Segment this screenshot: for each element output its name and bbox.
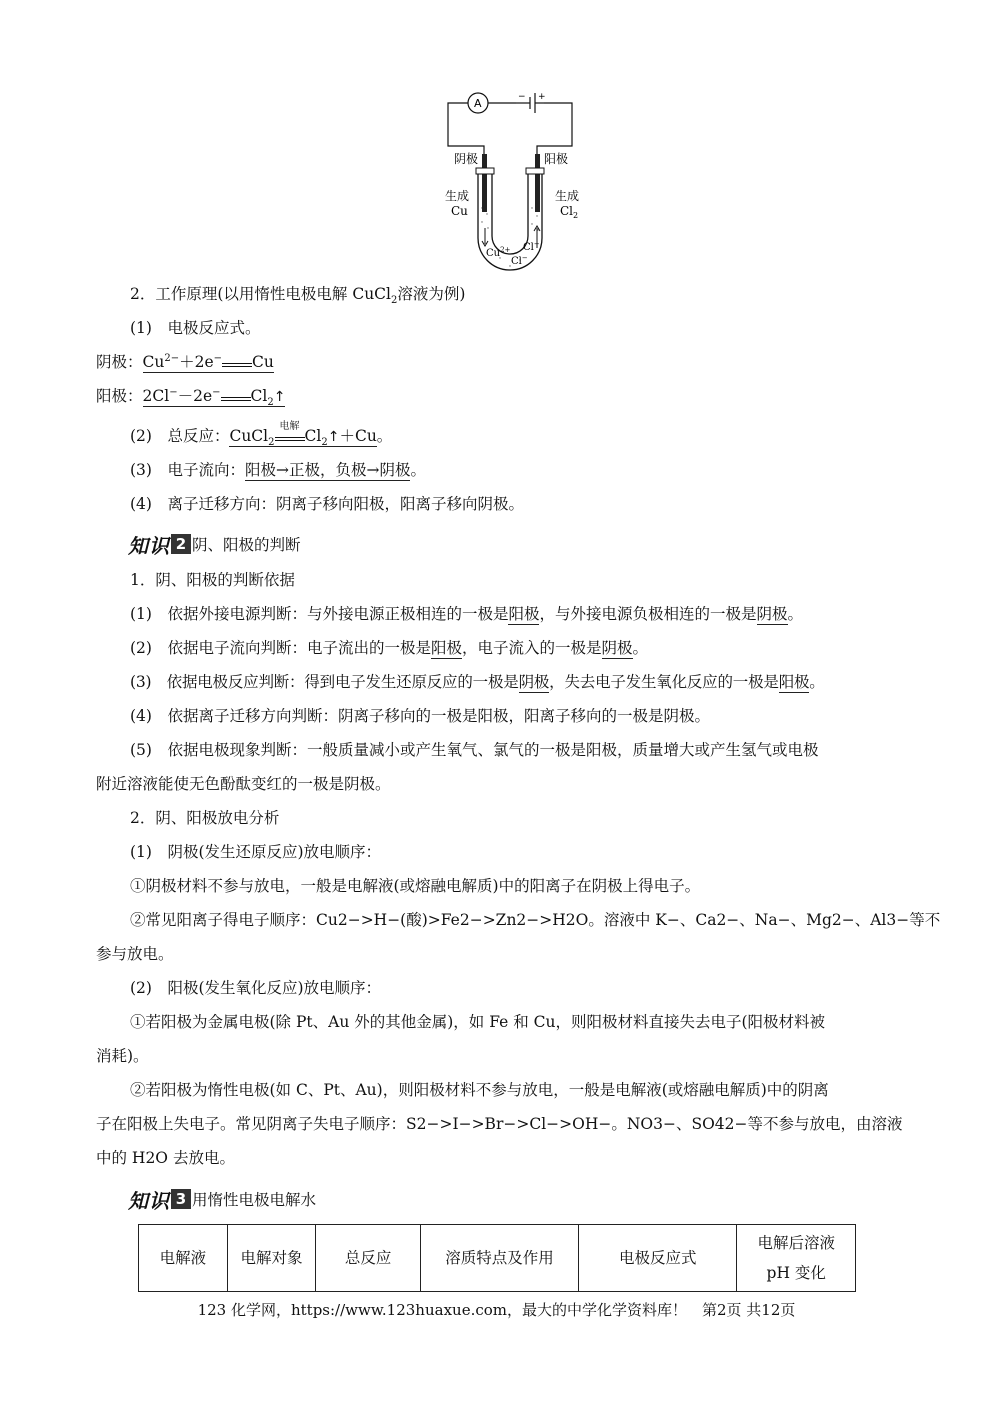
electron-flow: (3) 电子流向：阳极→正极，负极→阴极。 bbox=[130, 461, 426, 479]
ion-migration: (4) 离子迁移方向：阴离子移向阳极，阳离子移向阴极。 bbox=[130, 495, 524, 513]
right-product-label: 生成 bbox=[555, 189, 580, 203]
knowledge-3-heading: 知识 3 用惰性电极电解水 bbox=[128, 1188, 317, 1213]
ammeter-label: A bbox=[474, 97, 482, 110]
svg-text:−: − bbox=[518, 92, 526, 102]
right-product-sub: 2 bbox=[573, 211, 579, 220]
cathode-order-title: (1) 阴极(发生还原反应)放电顺序： bbox=[130, 843, 382, 861]
table-header: 溶质特点及作用 bbox=[420, 1225, 578, 1292]
table-header: 总反应 bbox=[316, 1225, 421, 1292]
ion-cl-charge: − bbox=[521, 254, 528, 262]
k2-h1: 1．阴、阳极的判断依据 bbox=[130, 571, 295, 589]
ion-cu: Cu bbox=[486, 248, 501, 259]
svg-text:Cl−: Cl− bbox=[523, 240, 540, 253]
left-product-formula: Cu bbox=[451, 204, 468, 218]
electrolysis-table bbox=[138, 1224, 856, 1292]
k2-p5: (5) 依据电极现象判断：一般质量减小或产生氧气、氯气的一极是阳极，质量增大或产生氢气或电极 bbox=[130, 741, 819, 759]
table-header-row bbox=[139, 1225, 856, 1292]
anode-equation: 阳极：2Cl−－2e− $Cl_2↑$ bbox=[96, 386, 286, 409]
cathode-equation: 阴极：$Cu^{2-}+2e^-$ Cu bbox=[96, 352, 274, 371]
k2-p2: (2) 依据电子流向判断：电子流出的一极是阳极，电子流入的一极是阴极。 bbox=[130, 639, 649, 657]
table-header: 电极反应式 bbox=[579, 1225, 737, 1292]
cathode-label: 阴极 bbox=[454, 152, 479, 166]
left-product-label: 生成 bbox=[445, 189, 470, 203]
table-header: 电解对象 bbox=[227, 1225, 316, 1292]
svg-text:Cl− bbox=[511, 254, 528, 267]
s2-title: 2．工作原理(以用惰性电极电解 CuCl$_2$溶液为例) bbox=[130, 285, 466, 307]
cathode-order-ii-cont: 参与放电。 bbox=[96, 945, 174, 963]
k2-p3: (3) 依据电极反应判断：得到电子发生还原反应的一极是阴极，失去电子发生氧化反应的一极是阳极。 bbox=[130, 673, 825, 691]
s2-p1: (1) 电极反应式。 bbox=[130, 319, 261, 337]
anode-order-i-cont: 消耗)。 bbox=[96, 1047, 149, 1065]
electrolysis-diagram bbox=[440, 88, 580, 276]
anode-order-ii-cont: 子在阳极上失电子。常见阴离子失电子顺序：S2−>I−>Br−>Cl−>OH−。NO3−、SO42−等不参与放电，由溶液 bbox=[96, 1115, 903, 1133]
anode-order-title: (2) 阳极(发生氧化反应)放电顺序： bbox=[130, 979, 382, 997]
cathode-order-i: ①阴极材料不参与放电，一般是电解液(或熔融电解质)中的阳离子在阴极上得电子。 bbox=[130, 877, 701, 895]
total-reaction: (2) 总反应：CuCl$_2$ 电解 $Cl_2↑+Cu$。 bbox=[130, 421, 393, 449]
ion-cu-charge: 2+ bbox=[500, 246, 511, 254]
page-footer: 123 化学网，https://www.123huaxue.com，最大的中学化学资料库！ 第2页 共12页 bbox=[197, 1301, 796, 1319]
anode-order-ii-cont2: 中的 H2O 去放电。 bbox=[96, 1149, 235, 1167]
ion-cl: Cl bbox=[511, 256, 522, 267]
anode-order-ii: ②若阳极为惰性电极(如 C、Pt、Au)，则阳极材料不参与放电，一般是电解液(或熔融电解质)中的阴离 bbox=[130, 1081, 829, 1099]
anode-order-i: ①若阳极为金属电极(除 Pt、Au 外的其他金属)，如 Fe 和 Cu，则阳极材料直接失去电子(阳极材料被 bbox=[130, 1013, 826, 1031]
k2-p5-cont: 附近溶液能使无色酚酞变红的一极是阴极。 bbox=[96, 775, 391, 793]
table-header: 电解液 bbox=[139, 1225, 228, 1292]
k2-p4: (4) 依据离子迁移方向判断：阴离子移向的一极是阳极，阳离子移向的一极是阴极。 bbox=[130, 707, 710, 725]
right-product-formula: Cl bbox=[560, 204, 574, 218]
k2-h2: 2．阴、阳极放电分析 bbox=[130, 809, 280, 827]
table-header-ph: 电解后溶液 pH 变化 bbox=[737, 1225, 856, 1292]
cathode-order-ii: ②常见阳离子得电子顺序：Cu2−>H−(酸)>Fe2−>Zn2−>H2O。溶液中 K−、Ca2−、Na−、Mg2−、Al3−等不 bbox=[130, 911, 941, 929]
svg-text:Cl2 bbox=[560, 204, 578, 220]
anode-label: 阳极 bbox=[544, 152, 569, 166]
ion-cl-2: Cl bbox=[523, 242, 534, 253]
svg-text:Cu2+ bbox=[486, 246, 511, 259]
k2-p1: (1) 依据外接电源判断：与外接电源正极相连的一极是阳极，与外接电源负极相连的一极是阴极。 bbox=[130, 605, 804, 623]
svg-text:+: + bbox=[538, 92, 546, 102]
knowledge-2-heading: 知识 2 阴、阳极的判断 bbox=[128, 533, 301, 558]
